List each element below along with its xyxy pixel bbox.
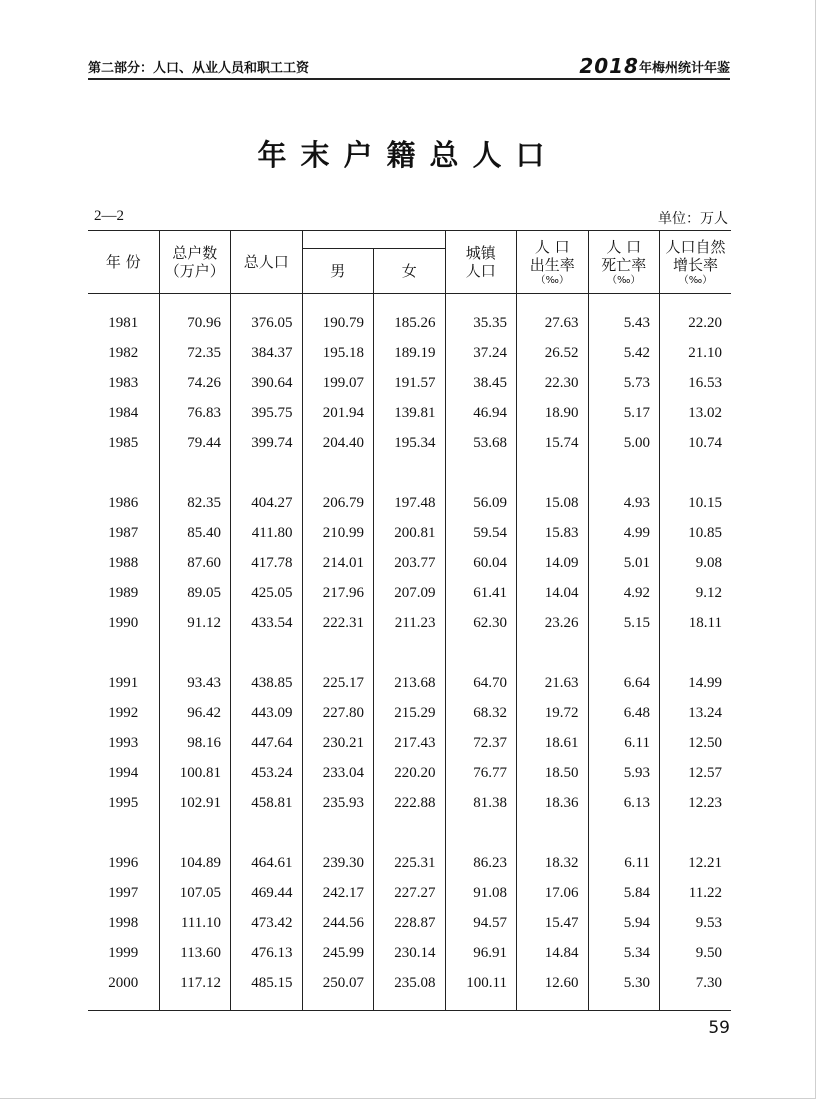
cell-death: 5.01 (588, 548, 660, 578)
cell-year: 1983 (108, 375, 139, 391)
cell-households: 100.81 (159, 758, 231, 788)
cell-female: 139.81 (374, 398, 446, 428)
cell-death: 5.15 (588, 608, 660, 638)
cell-male: 214.01 (302, 548, 374, 578)
cell-male: 235.93 (302, 788, 374, 818)
cell-birth: 15.74 (517, 428, 589, 458)
cell-female: 225.31 (374, 848, 446, 878)
col-death-rate-header: 人 口 死亡率 （‰） (588, 231, 660, 294)
cell-female: 207.09 (374, 578, 446, 608)
cell-urban: 62.30 (445, 608, 517, 638)
table-row (88, 518, 731, 548)
cell-year: 1998 (108, 915, 139, 931)
cell-female: 191.57 (374, 368, 446, 398)
cell-death: 5.42 (588, 338, 660, 368)
cell-male: 230.21 (302, 728, 374, 758)
group-gap-row (88, 638, 731, 668)
table-row (88, 788, 731, 818)
cell-growth: 10.74 (660, 428, 732, 458)
table-row (88, 968, 731, 998)
cell-urban: 64.70 (445, 668, 517, 698)
cell-households: 113.60 (159, 938, 231, 968)
cell-male: 204.40 (302, 428, 374, 458)
cell-total: 433.54 (231, 608, 303, 638)
table-header (88, 231, 731, 294)
cell-urban: 61.41 (445, 578, 517, 608)
cell-female: 235.08 (374, 968, 446, 998)
col-households-header: 总户数 （万户） (159, 231, 231, 294)
cell-households: 74.26 (159, 368, 231, 398)
col-female-header: 女 (374, 249, 446, 294)
cell-female: 211.23 (374, 608, 446, 638)
cell-birth: 15.83 (517, 518, 589, 548)
cell-male: 190.79 (302, 308, 374, 338)
cell-death: 5.93 (588, 758, 660, 788)
table-row (88, 728, 731, 758)
cell-growth: 13.02 (660, 398, 732, 428)
cell-total: 469.44 (231, 878, 303, 908)
cell-growth: 10.85 (660, 518, 732, 548)
cell-urban: 35.35 (445, 308, 517, 338)
table-row (88, 758, 731, 788)
table-row (88, 548, 731, 578)
cell-death: 5.94 (588, 908, 660, 938)
cell-year: 1997 (108, 885, 139, 901)
cell-households: 91.12 (159, 608, 231, 638)
cell-female: 213.68 (374, 668, 446, 698)
cell-birth: 17.06 (517, 878, 589, 908)
cell-year: 1982 (108, 345, 139, 361)
cell-birth: 14.04 (517, 578, 589, 608)
cell-total: 453.24 (231, 758, 303, 788)
cell-birth: 14.84 (517, 938, 589, 968)
cell-death: 5.17 (588, 398, 660, 428)
table-row (88, 848, 731, 878)
cell-growth: 12.21 (660, 848, 732, 878)
cell-death: 5.73 (588, 368, 660, 398)
table-row (88, 908, 731, 938)
cell-death: 4.99 (588, 518, 660, 548)
cell-year: 1990 (108, 615, 139, 631)
cell-total: 395.75 (231, 398, 303, 428)
cell-death: 6.13 (588, 788, 660, 818)
cell-male: 199.07 (302, 368, 374, 398)
cell-male: 227.80 (302, 698, 374, 728)
cell-death: 4.92 (588, 578, 660, 608)
cell-birth: 22.30 (517, 368, 589, 398)
cell-households: 76.83 (159, 398, 231, 428)
col-total-header: 总人口 (231, 231, 303, 294)
cell-growth: 9.50 (660, 938, 732, 968)
cell-year: 1985 (108, 435, 139, 451)
cell-growth: 12.50 (660, 728, 732, 758)
cell-total: 447.64 (231, 728, 303, 758)
cell-total: 404.27 (231, 488, 303, 518)
cell-birth: 18.61 (517, 728, 589, 758)
cell-year: 1987 (108, 525, 139, 541)
cell-birth: 14.09 (517, 548, 589, 578)
table-row (88, 878, 731, 908)
cell-birth: 12.60 (517, 968, 589, 998)
group-gap-row (88, 818, 731, 848)
yearbook-year: 2018 (579, 54, 639, 78)
cell-female: 197.48 (374, 488, 446, 518)
cell-urban: 53.68 (445, 428, 517, 458)
cell-households: 111.10 (159, 908, 231, 938)
cell-urban: 94.57 (445, 908, 517, 938)
page-number: 59 (708, 1018, 730, 1038)
page-title: 年末户籍总人口 (257, 138, 559, 172)
cell-total: 417.78 (231, 548, 303, 578)
cell-growth: 22.20 (660, 308, 732, 338)
cell-death: 6.11 (588, 848, 660, 878)
cell-female: 200.81 (374, 518, 446, 548)
col-sex-group-header (302, 231, 445, 249)
cell-male: 244.56 (302, 908, 374, 938)
cell-year: 1999 (108, 945, 139, 961)
cell-urban: 100.11 (445, 968, 517, 998)
cell-total: 438.85 (231, 668, 303, 698)
cell-birth: 18.90 (517, 398, 589, 428)
cell-year: 1995 (108, 795, 139, 811)
cell-birth: 15.08 (517, 488, 589, 518)
cell-total: 485.15 (231, 968, 303, 998)
cell-total: 425.05 (231, 578, 303, 608)
cell-urban: 56.09 (445, 488, 517, 518)
cell-male: 242.17 (302, 878, 374, 908)
cell-birth: 18.36 (517, 788, 589, 818)
cell-female: 220.20 (374, 758, 446, 788)
cell-year: 1984 (108, 405, 139, 421)
cell-households: 96.42 (159, 698, 231, 728)
table-row (88, 668, 731, 698)
cell-growth: 18.11 (660, 608, 732, 638)
cell-male: 225.17 (302, 668, 374, 698)
cell-urban: 38.45 (445, 368, 517, 398)
cell-growth: 13.24 (660, 698, 732, 728)
cell-households: 107.05 (159, 878, 231, 908)
cell-households: 93.43 (159, 668, 231, 698)
cell-year: 1986 (108, 495, 139, 511)
cell-year: 1991 (108, 675, 139, 691)
table-number: 2—2 (94, 208, 124, 224)
cell-urban: 91.08 (445, 878, 517, 908)
cell-female: 227.27 (374, 878, 446, 908)
cell-male: 250.07 (302, 968, 374, 998)
cell-death: 6.64 (588, 668, 660, 698)
cell-growth: 21.10 (660, 338, 732, 368)
cell-death: 5.30 (588, 968, 660, 998)
col-birth-rate-header: 人 口 出生率 （‰） (517, 231, 589, 294)
col-urban-header: 城镇 人口 (445, 231, 517, 294)
running-header (88, 54, 730, 80)
cell-total: 399.74 (231, 428, 303, 458)
cell-birth: 21.63 (517, 668, 589, 698)
cell-male: 239.30 (302, 848, 374, 878)
table-row (88, 488, 731, 518)
col-male-header: 男 (302, 249, 374, 294)
cell-urban: 68.32 (445, 698, 517, 728)
cell-total: 376.05 (231, 308, 303, 338)
cell-growth: 12.23 (660, 788, 732, 818)
cell-households: 104.89 (159, 848, 231, 878)
cell-households: 102.91 (159, 788, 231, 818)
cell-growth: 9.53 (660, 908, 732, 938)
cell-birth: 23.26 (517, 608, 589, 638)
cell-growth: 7.30 (660, 968, 732, 998)
cell-year: 1988 (108, 555, 139, 571)
cell-female: 230.14 (374, 938, 446, 968)
section-title: 第二部分：人口、从业人员和职工工资 (88, 61, 310, 76)
table-row (88, 938, 731, 968)
cell-female: 195.34 (374, 428, 446, 458)
cell-urban: 96.91 (445, 938, 517, 968)
cell-households: 87.60 (159, 548, 231, 578)
cell-death: 4.93 (588, 488, 660, 518)
group-gap-row (88, 458, 731, 488)
cell-urban: 86.23 (445, 848, 517, 878)
cell-urban: 81.38 (445, 788, 517, 818)
table-row (88, 338, 731, 368)
cell-total: 384.37 (231, 338, 303, 368)
cell-growth: 12.57 (660, 758, 732, 788)
cell-birth: 26.52 (517, 338, 589, 368)
cell-female: 217.43 (374, 728, 446, 758)
cell-households: 82.35 (159, 488, 231, 518)
cell-female: 203.77 (374, 548, 446, 578)
cell-urban: 76.77 (445, 758, 517, 788)
cell-female: 215.29 (374, 698, 446, 728)
cell-households: 98.16 (159, 728, 231, 758)
cell-female: 222.88 (374, 788, 446, 818)
cell-growth: 14.99 (660, 668, 732, 698)
cell-total: 473.42 (231, 908, 303, 938)
cell-male: 222.31 (302, 608, 374, 638)
cell-growth: 16.53 (660, 368, 732, 398)
cell-birth: 18.50 (517, 758, 589, 788)
cell-male: 206.79 (302, 488, 374, 518)
cell-year: 1994 (108, 765, 139, 781)
cell-growth: 9.12 (660, 578, 732, 608)
cell-death: 6.11 (588, 728, 660, 758)
cell-households: 117.12 (159, 968, 231, 998)
cell-households: 70.96 (159, 308, 231, 338)
cell-birth: 15.47 (517, 908, 589, 938)
cell-total: 476.13 (231, 938, 303, 968)
cell-male: 245.99 (302, 938, 374, 968)
col-growth-rate-header: 人口自然 增长率 （‰） (660, 231, 732, 294)
cell-year: 1989 (108, 585, 139, 601)
cell-male: 233.04 (302, 758, 374, 788)
cell-growth: 10.15 (660, 488, 732, 518)
cell-total: 464.61 (231, 848, 303, 878)
cell-death: 5.84 (588, 878, 660, 908)
cell-year: 1981 (108, 315, 139, 331)
col-year-header: 年 份 (88, 231, 159, 294)
cell-female: 185.26 (374, 308, 446, 338)
cell-households: 72.35 (159, 338, 231, 368)
cell-male: 217.96 (302, 578, 374, 608)
cell-growth: 11.22 (660, 878, 732, 908)
cell-year: 1996 (108, 855, 139, 871)
cell-growth: 9.08 (660, 548, 732, 578)
cell-female: 228.87 (374, 908, 446, 938)
cell-urban: 46.94 (445, 398, 517, 428)
cell-total: 458.81 (231, 788, 303, 818)
cell-urban: 59.54 (445, 518, 517, 548)
cell-total: 390.64 (231, 368, 303, 398)
table-row (88, 578, 731, 608)
yearbook-name: 年梅州统计年鉴 (638, 61, 730, 76)
cell-year: 1992 (108, 705, 139, 721)
table-row (88, 398, 731, 428)
cell-male: 210.99 (302, 518, 374, 548)
cell-death: 5.00 (588, 428, 660, 458)
table-row (88, 368, 731, 398)
cell-male: 195.18 (302, 338, 374, 368)
yearbook-title (579, 54, 730, 78)
cell-households: 89.05 (159, 578, 231, 608)
cell-male: 201.94 (302, 398, 374, 428)
cell-death: 5.34 (588, 938, 660, 968)
table-row (88, 698, 731, 728)
table-bottom-rule (88, 998, 731, 1011)
cell-urban: 72.37 (445, 728, 517, 758)
cell-death: 5.43 (588, 308, 660, 338)
cell-urban: 60.04 (445, 548, 517, 578)
table-row (88, 428, 731, 458)
cell-total: 411.80 (231, 518, 303, 548)
cell-total: 443.09 (231, 698, 303, 728)
cell-female: 189.19 (374, 338, 446, 368)
cell-households: 79.44 (159, 428, 231, 458)
cell-households: 85.40 (159, 518, 231, 548)
spacer-row (88, 294, 731, 309)
cell-birth: 18.32 (517, 848, 589, 878)
cell-year: 2000 (108, 975, 139, 991)
unit-label: 单位：万人 (658, 211, 728, 227)
table-row (88, 308, 731, 338)
cell-birth: 27.63 (517, 308, 589, 338)
cell-death: 6.48 (588, 698, 660, 728)
cell-birth: 19.72 (517, 698, 589, 728)
table-row (88, 608, 731, 638)
population-table (88, 230, 731, 1011)
cell-year: 1993 (108, 735, 139, 751)
table-body (88, 294, 731, 1011)
cell-urban: 37.24 (445, 338, 517, 368)
